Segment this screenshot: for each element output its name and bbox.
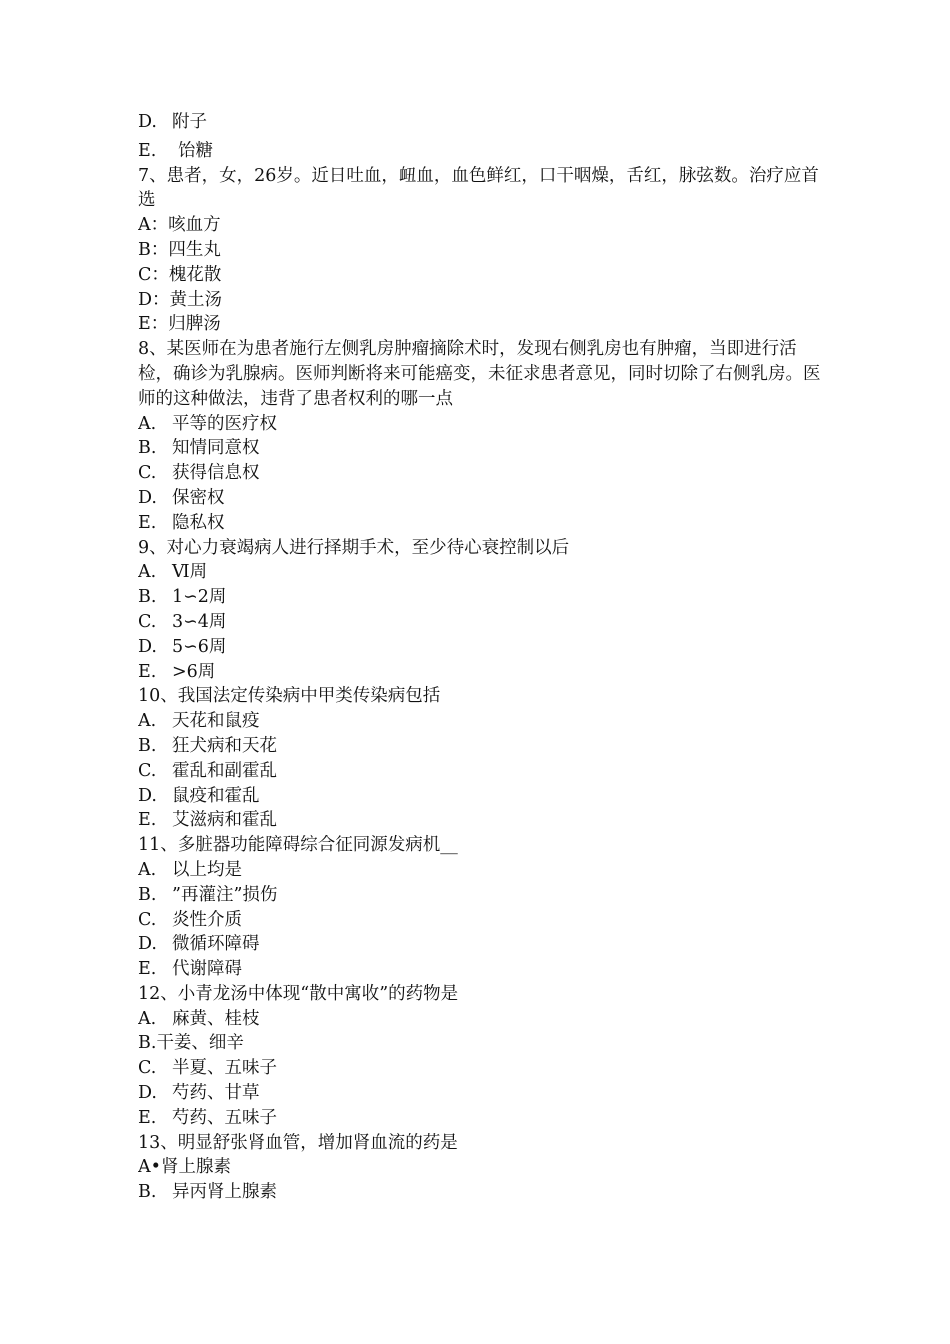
option-line [138, 1155, 828, 1180]
option-letter: C. [138, 463, 157, 484]
option-letter: E. [138, 1107, 157, 1128]
option-line [138, 436, 828, 461]
option-line [138, 610, 828, 635]
option-letter: D： [138, 289, 170, 310]
option-text: 半夏、五味子 [172, 1058, 277, 1079]
option-line [138, 312, 828, 337]
option-letter: A. [138, 1008, 157, 1029]
option-line [138, 1180, 828, 1205]
option-letter: C： [138, 264, 169, 285]
option-text: 获得信息权 [172, 463, 260, 484]
option-line [138, 585, 828, 610]
option-text: 平等的医疗权 [172, 413, 277, 434]
option-text: 四生丸 [168, 239, 221, 260]
option-text: 以上均是 [172, 859, 242, 880]
option-letter: B： [138, 239, 169, 260]
option-letter: B. [138, 1182, 157, 1203]
option-line [138, 759, 828, 784]
option-line [138, 511, 828, 536]
option-text: 异丙肾上腺素 [172, 1182, 277, 1203]
option-letter: A. [138, 562, 157, 583]
option-text: 代谢障碍 [172, 959, 242, 980]
option-letter: E. [138, 810, 157, 831]
option-text: 槐花散 [168, 264, 222, 285]
option-text: 微循环障碍 [172, 934, 260, 955]
option-text: 芍药、五味子 [172, 1107, 277, 1128]
option-line [138, 412, 828, 437]
option-letter: E： [138, 314, 169, 335]
option-text: 3∽4周 [172, 611, 227, 632]
option-letter: B. [138, 735, 157, 756]
option-letter: E. [138, 661, 157, 682]
option-text: 狂犬病和天花 [172, 735, 277, 756]
option-letter: B. [138, 438, 157, 459]
option-letter: E. [138, 140, 157, 161]
option-text: 5∽6周 [172, 636, 227, 657]
option-letter: A. [138, 413, 157, 434]
option-letter: A： [138, 215, 169, 236]
question-7: 7、患者，女，26岁。近日吐血，衄血，血色鲜红，口干咽燥，舌红，脉弦数。治疗应首选 [138, 165, 819, 211]
option-text: 霍乱和副霍乱 [172, 760, 277, 781]
question-10: 10、我国法定传染病中甲类传染病包括 [138, 686, 441, 707]
option-letter: D. [138, 1083, 157, 1104]
option-text: 干姜、细辛 [156, 1033, 244, 1054]
option-letter: D. [138, 487, 157, 508]
option-letter: B. [138, 1033, 157, 1054]
option-letter: B. [138, 884, 157, 905]
option-line [138, 709, 828, 734]
option-line [138, 883, 828, 908]
option-line [138, 263, 828, 288]
option-text: 归脾汤 [168, 314, 221, 335]
option-letter: B. [138, 587, 157, 608]
option-text: 肾上腺素 [160, 1157, 231, 1178]
option-text: 保密权 [172, 487, 225, 508]
option-line [138, 1106, 828, 1131]
option-line [138, 560, 828, 585]
option-line [138, 660, 828, 685]
option-text: 芍药、甘草 [172, 1083, 260, 1104]
option-line [138, 957, 828, 982]
option-line [138, 1007, 828, 1032]
option-text: 麻黄、桂枝 [172, 1008, 260, 1029]
option-line [138, 139, 828, 164]
question-9: 9、对心力衰竭病人进行择期手术，至少待心衰控制以后 [138, 537, 570, 558]
option-line [138, 808, 828, 833]
option-line [138, 1081, 828, 1106]
option-letter: E. [138, 512, 157, 533]
option-letter: A. [138, 859, 157, 880]
option-text: 知情同意权 [172, 438, 260, 459]
question-11: 11、多脏器功能障碍综合征同源发病机__ [138, 835, 458, 856]
option-text: 1∽2周 [172, 587, 227, 608]
option-line [138, 932, 828, 957]
option-letter: A. [138, 711, 157, 732]
option-text: 天花和鼠疫 [172, 711, 260, 732]
option-text: 艾滋病和霍乱 [172, 810, 277, 831]
option-text: 隐私权 [172, 512, 225, 533]
option-text: Ⅵ周 [172, 562, 208, 583]
option-line [138, 734, 828, 759]
option-line [138, 213, 828, 238]
option-line [138, 784, 828, 809]
option-letter: E. [138, 959, 157, 980]
option-line [138, 1056, 828, 1081]
option-line [138, 486, 828, 511]
option-letter: C. [138, 1058, 157, 1079]
question-13: 13、明显舒张肾血管，增加肾血流的药是 [138, 1132, 458, 1153]
option-line [138, 288, 828, 313]
question-8: 8、某医师在为患者施行左侧乳房肿瘤摘除术时，发现右侧乳房也有肿瘤，当即进行活检，确诊为乳腺病。医师判断将来可能癌变，未征求患者意见，同时切除了右侧乳房。医师的这种做法，违背了患者权利的哪一点 [138, 339, 821, 409]
document-page [138, 110, 828, 1205]
option-letter: C. [138, 909, 157, 930]
option-text: 鼠疫和霍乱 [172, 785, 260, 806]
option-text: 饴糖 [178, 140, 213, 161]
option-text: ”再灌注”损伤 [172, 884, 278, 905]
option-text: 咳血方 [168, 215, 221, 236]
option-letter: C. [138, 760, 157, 781]
option-letter: D. [138, 112, 157, 132]
option-text: >6周 [172, 661, 216, 682]
option-line [138, 238, 828, 263]
option-letter: A• [138, 1157, 161, 1178]
option-line [138, 461, 828, 486]
option-line [138, 110, 828, 135]
option-text: 炎性介质 [172, 909, 242, 930]
option-letter: D. [138, 785, 157, 806]
option-line [138, 858, 828, 883]
option-letter: D. [138, 934, 157, 955]
option-text: 黄土汤 [169, 289, 223, 310]
option-line [138, 635, 828, 660]
option-text: 附子 [172, 112, 207, 132]
option-letter: D. [138, 636, 157, 657]
option-letter: C. [138, 611, 157, 632]
option-line [138, 908, 828, 933]
option-line [138, 1031, 828, 1056]
question-12: 12、小青龙汤中体现“散中寓收”的药物是 [138, 983, 459, 1004]
